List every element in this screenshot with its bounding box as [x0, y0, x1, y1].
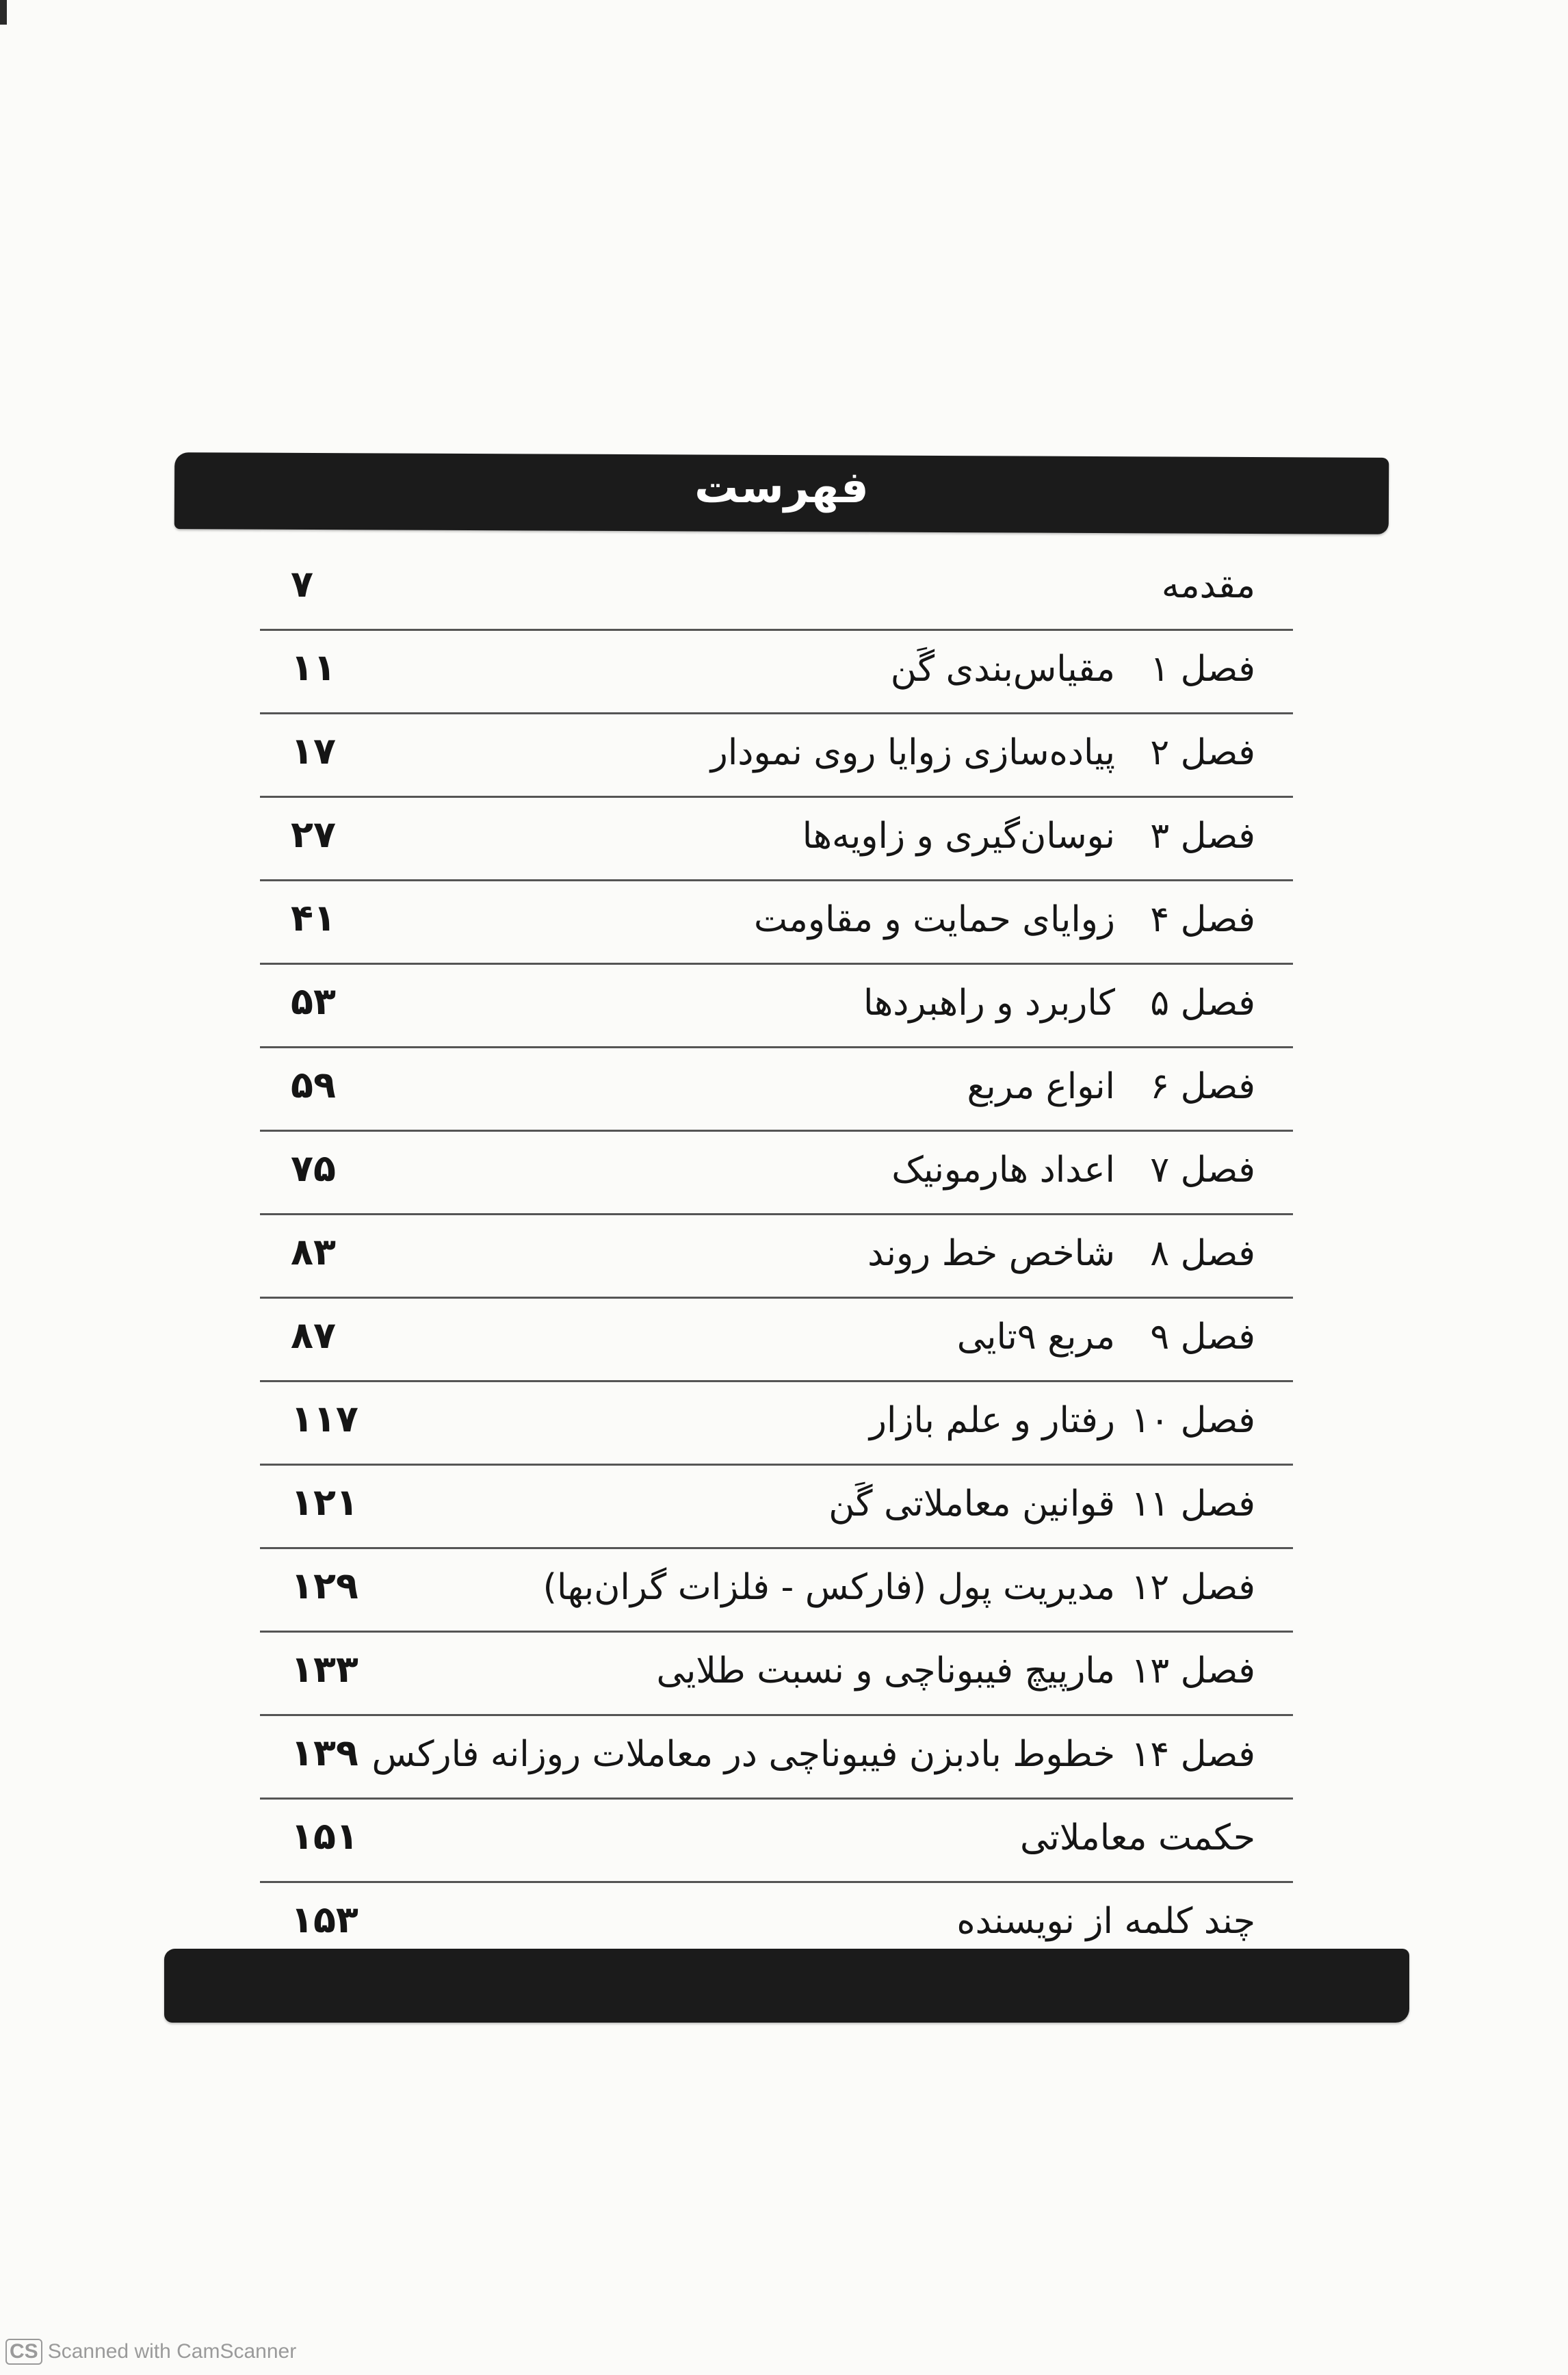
toc-entry — [260, 631, 1293, 714]
toc-entry — [260, 1633, 1293, 1716]
toc-entry — [260, 1549, 1293, 1633]
page-corner-mark — [0, 0, 7, 25]
toc-entry — [260, 1299, 1293, 1382]
page-number: ۲۷ — [291, 813, 336, 856]
chapter-label: فصل ۷ — [1150, 1150, 1255, 1191]
entry-title: اعداد هارمونیک — [891, 1150, 1115, 1191]
chapter-label: فصل ۱۱ — [1131, 1483, 1255, 1524]
chapter-label: فصل ۵ — [1150, 983, 1255, 1024]
page-number: ۷۵ — [291, 1147, 336, 1190]
page-number: ۱۱ — [291, 646, 336, 689]
toc-entry — [260, 1132, 1293, 1215]
entry-title: رفتار و علم بازار — [869, 1400, 1115, 1441]
chapter-label: فصل ۹ — [1150, 1316, 1255, 1358]
chapter-label: فصل ۸ — [1150, 1233, 1255, 1274]
chapter-label: فصل ۶ — [1150, 1066, 1255, 1107]
page-number: ۱۵۱ — [291, 1815, 358, 1858]
entry-title: مدیریت پول (فارکس - فلزات گران‌بها) — [543, 1567, 1115, 1608]
chapter-label: فصل ۱۲ — [1131, 1567, 1255, 1608]
entry-title: نوسان‌گیری و زاویه‌ها — [802, 816, 1115, 857]
toc-entry — [260, 714, 1293, 798]
toc-entry — [260, 1382, 1293, 1466]
page-number: ۵۳ — [291, 980, 336, 1023]
entry-title: خطوط بادبزن فیبوناچی در معاملات روزانه فارکس — [371, 1734, 1115, 1775]
entry-title: کاربرد و راهبردها — [863, 983, 1115, 1024]
toc-entry — [260, 547, 1293, 631]
chapter-label: فصل ۳ — [1150, 816, 1255, 857]
page-number: ۱۳۹ — [291, 1731, 358, 1774]
toc-entry — [260, 1466, 1293, 1549]
footer-banner — [164, 1949, 1409, 2023]
entry-title: مقیاس‌بندی گَن — [890, 649, 1115, 690]
watermark-text: Scanned with CamScanner — [47, 2340, 297, 2363]
entry-title: پیاده‌سازی زوایا روی نمودار — [710, 732, 1115, 773]
table-of-contents — [260, 547, 1293, 1964]
chapter-label: فصل ۱۴ — [1131, 1734, 1255, 1775]
page-number: ۱۲۱ — [291, 1481, 358, 1524]
toc-entry — [260, 1048, 1293, 1132]
chapter-label: فصل ۱ — [1150, 649, 1255, 690]
page-number: ۱۱۷ — [291, 1397, 358, 1440]
page-number: ۱۷ — [291, 729, 336, 773]
page-number: ۱۵۳ — [291, 1898, 358, 1941]
page-number: ۸۳ — [291, 1230, 336, 1273]
toc-entry — [260, 798, 1293, 881]
chapter-label: فصل ۲ — [1150, 732, 1255, 773]
page-number: ۴۱ — [291, 896, 336, 939]
toc-entry — [260, 1800, 1293, 1883]
chapter-label: فصل ۴ — [1150, 899, 1255, 940]
toc-entry — [260, 1215, 1293, 1299]
entry-title: انواع مربع — [967, 1066, 1115, 1107]
entry-title: مقدمه — [1161, 565, 1255, 606]
toc-entry — [260, 1716, 1293, 1800]
entry-title: قوانین معاملاتی گَن — [828, 1483, 1115, 1524]
scanner-watermark — [5, 2339, 296, 2365]
page-number: ۵۹ — [291, 1063, 336, 1106]
entry-title: شاخص خط روند — [867, 1233, 1115, 1274]
toc-entry — [260, 965, 1293, 1048]
entry-title: مربع ۹تایی — [956, 1316, 1115, 1358]
page-number: ۷ — [291, 562, 313, 606]
entry-title: حکمت معاملاتی — [1020, 1817, 1255, 1858]
chapter-label: فصل ۱۳ — [1131, 1650, 1255, 1691]
entry-title: چند کلمه از نویسنده — [956, 1901, 1255, 1942]
page-number: ۸۷ — [291, 1314, 336, 1357]
chapter-label: فصل ۱۰ — [1131, 1400, 1255, 1441]
camscanner-logo-icon: CS — [5, 2339, 42, 2365]
page-title: فهرست — [694, 463, 869, 513]
page-number: ۱۲۹ — [291, 1564, 358, 1607]
entry-title: زوایای حمایت و مقاومت — [754, 899, 1115, 940]
entry-title: مارپیچ فیبوناچی و نسبت طلایی — [656, 1650, 1115, 1691]
toc-entry — [260, 881, 1293, 965]
page-number: ۱۳۳ — [291, 1648, 358, 1691]
